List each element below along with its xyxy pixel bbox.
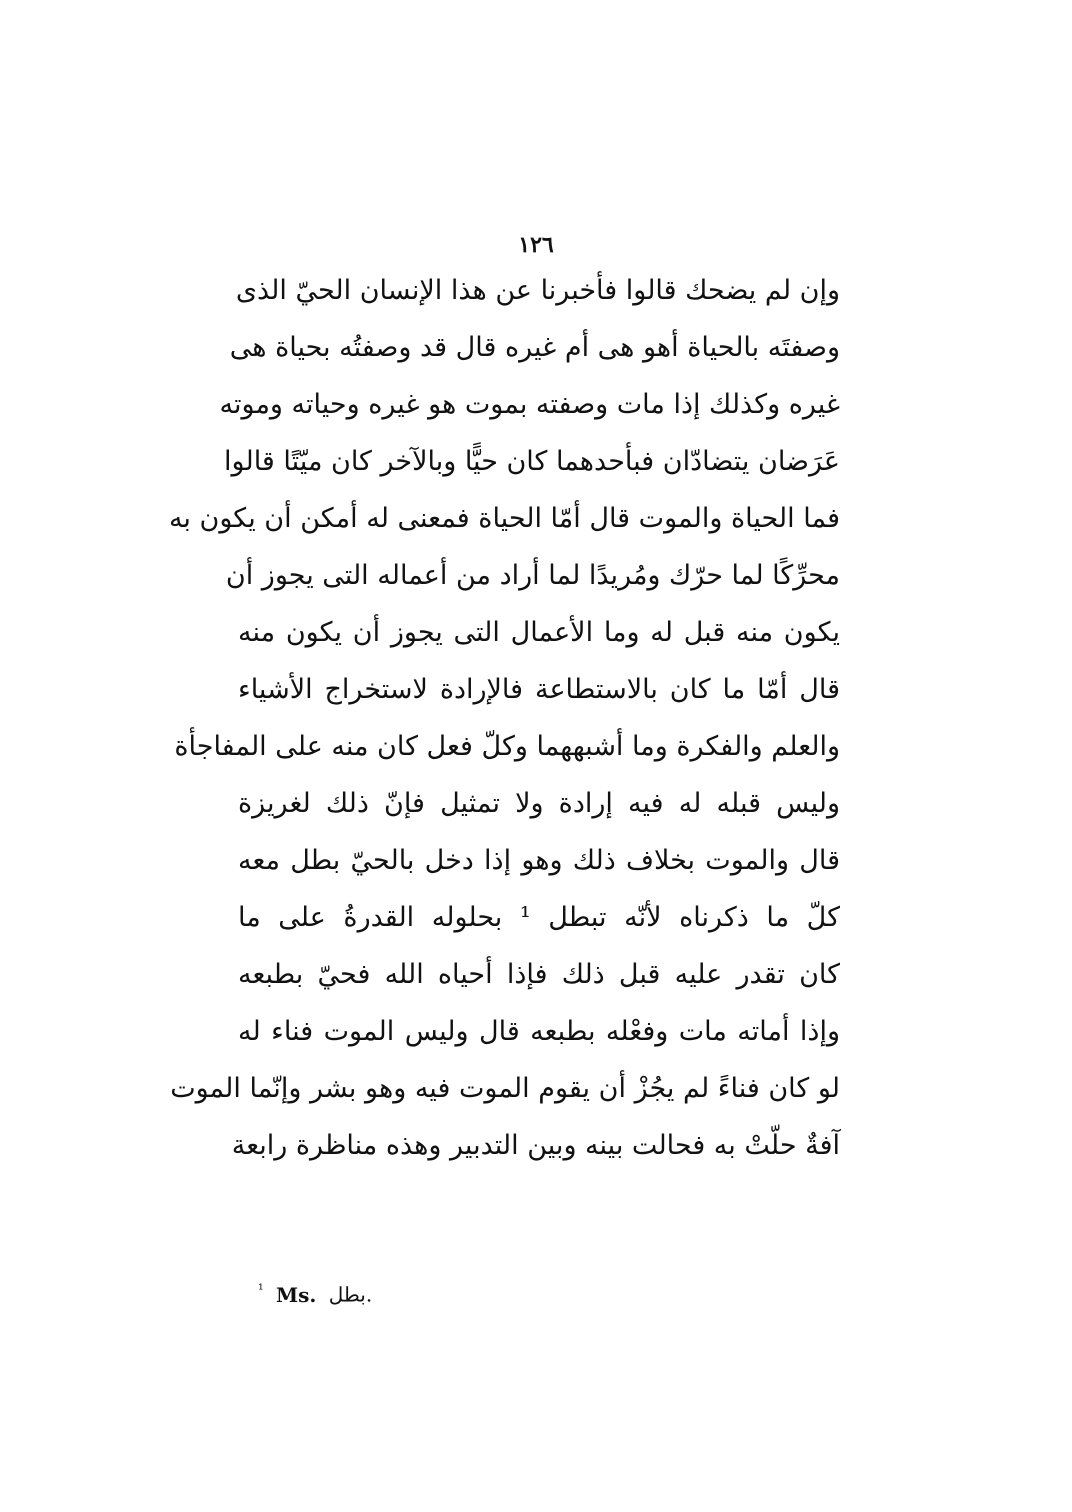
text-line: غيره وكذلك إذا مات وصفته بموت هو غيره وحياته وموته xyxy=(219,389,840,420)
page-number: ١٢٦ xyxy=(518,232,554,258)
body-text xyxy=(168,262,840,1174)
text-line: قال والموت بخلاف ذلك وهو إذا دخل بالحيّ بطل معه xyxy=(238,845,840,876)
footnote xyxy=(258,1282,372,1307)
text-line: وإن لم يضحك قالوا فأخبرنا عن هذا الإنسان الحيّ الذى xyxy=(235,275,840,306)
text-line: وصفتَه بالحياة أهو هى أم غيره قال قد وصفتُه بحياة هى xyxy=(229,332,840,363)
footnote-abbr: Ms. xyxy=(275,1282,317,1307)
text-line: وليس قبله له فيه إرادة ولا تمثيل فإنّ ذلك لغريزة xyxy=(238,788,840,819)
text-line: كان تقدر عليه قبل ذلك فإذا أحياه الله فحيّ بطبعه xyxy=(238,959,840,990)
text-line: كلّ ما ذكرناه لأنّه تبطل ¹ بحلوله القدرةُ على ما xyxy=(238,902,840,933)
text-line: محرِّكًا لما حرّك ومُريدًا لما أراد من أعماله التى يجوز أن xyxy=(225,560,840,591)
text-line: وإذا أماته مات وفعْله بطبعه قال وليس الموت فناء له xyxy=(238,1016,840,1047)
text-line: لو كان فناءً لم يجُزْ أن يقوم الموت فيه وهو بشر وإنّما الموت xyxy=(170,1073,840,1104)
text-line: عَرَضان يتضادّان فبأحدهما كان حيًّا وبالآخر كان ميّتًا قالوا xyxy=(224,446,840,477)
text-line: آفةٌ حلّتْ به فحالت بينه وبين التدبير وهذه مناظرة رابعة xyxy=(231,1130,840,1161)
footnote-end: . xyxy=(365,1282,373,1307)
text-line: والعلم والفكرة وما أشبههما وكلّ فعل كان منه على المفاجأة xyxy=(174,731,840,762)
footnote-mark: ¹ xyxy=(258,1282,264,1298)
footnote-word: بطل xyxy=(328,1282,366,1307)
text-line: فما الحياة والموت قال أمّا الحياة فمعنى له أمكن أن يكون به xyxy=(168,503,840,534)
text-line: يكون منه قبل له وما الأعمال التى يجوز أن يكون منه xyxy=(238,617,840,648)
text-line: قال أمّا ما كان بالاستطاعة فالإرادة لاستخراج الأشياء xyxy=(238,674,840,705)
